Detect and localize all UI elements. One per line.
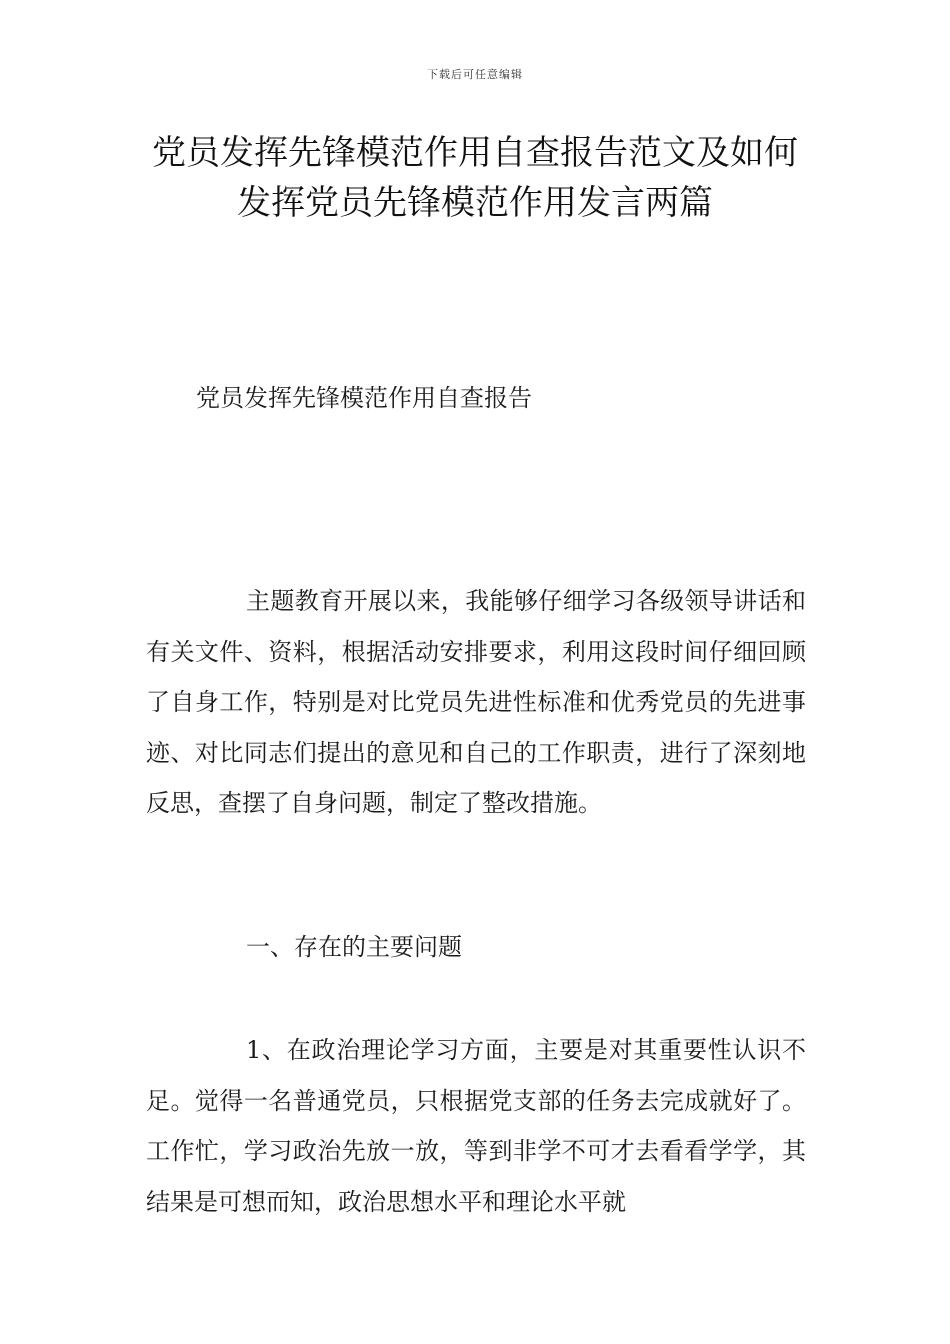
intro-paragraph: 主题教育开展以来，我能够仔细学习各级领导讲话和有关文件、资料，根据活动安排要求，利用这段时间仔细回顾了自身工作，特别是对比党员先进性标准和优秀党员的先进事迹、对比同志们提出的意见和自己的工作职责，进行了深刻地反思，查摆了自身问题，制定了整改措施。 (146, 587, 806, 818)
item-1-paragraph: 1、在政治理论学习方面，主要是对其重要性认识不足。觉得一名普通党员，只根据党支部的任务去完成就好了。工作忙，学习政治先放一放，等到非学不可才去看看学学，其结果是可想而知，政治思想水平和理论水平就 (146, 1036, 806, 1216)
document-subtitle: 党员发挥先锋模范作用自查报告 (196, 384, 532, 412)
header-note: 下载后可任意编辑 (427, 68, 523, 81)
document-title: 党员发挥先锋模范作用自查报告范文及如何发挥党员先锋模范作用发言两篇 (152, 133, 798, 223)
section-heading: 一、存在的主要问题 (246, 933, 462, 961)
